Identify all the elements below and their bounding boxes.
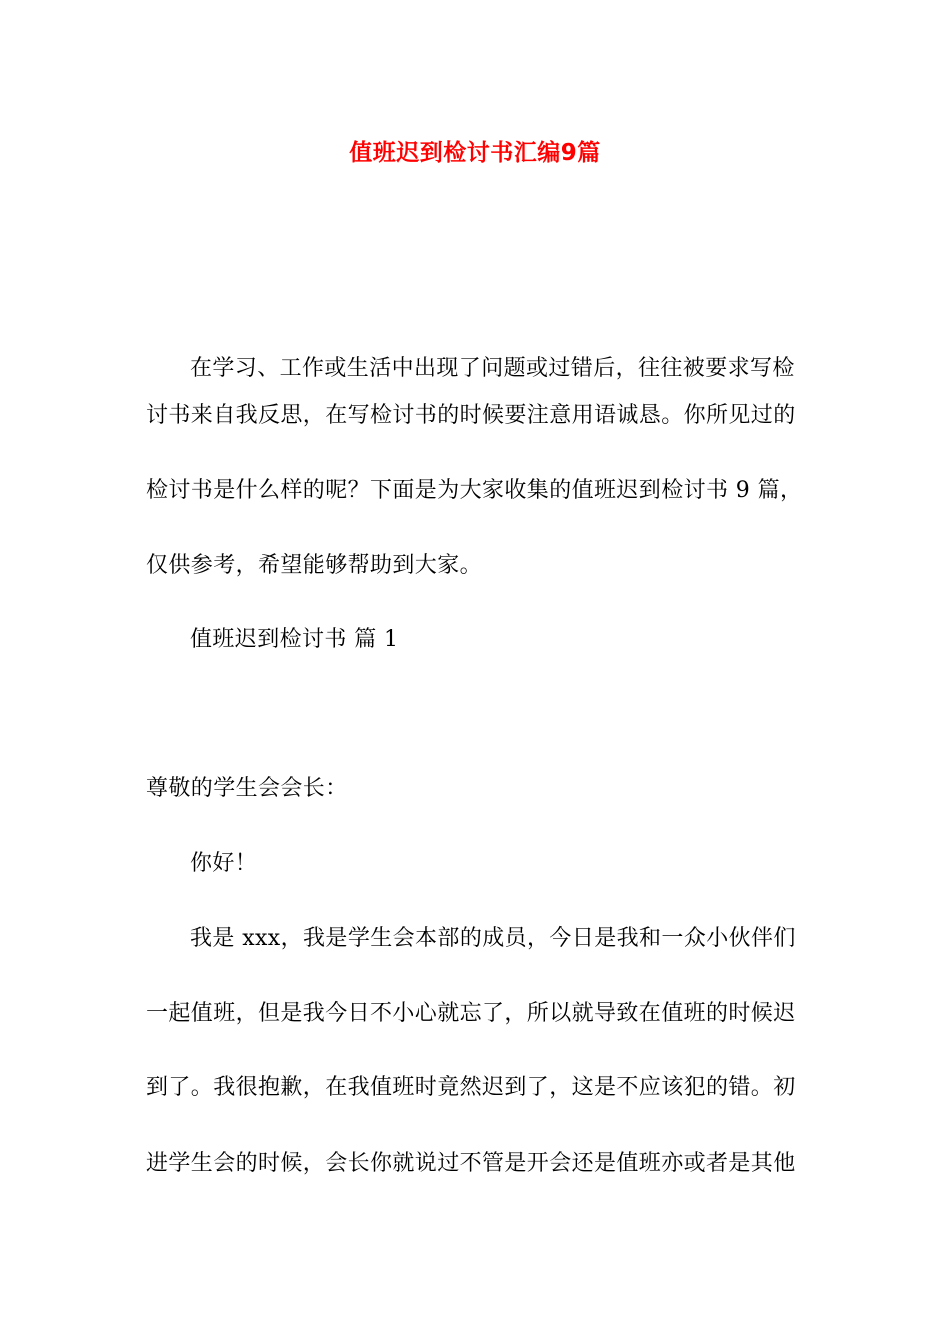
body-line-4: 进学生会的时候，会长你就说过不管是开会还是值班亦或者是其他 <box>146 1151 796 1176</box>
body-line-3: 到了。我很抱歉，在我值班时竟然迟到了，这是不应该犯的错。初 <box>146 1075 796 1100</box>
body-line-1: 我是 xxx，我是学生会本部的成员，今日是我和一众小伙伴们 <box>190 926 796 951</box>
intro-line-4: 仅供参考，希望能够帮助到大家。 <box>146 553 483 578</box>
intro-line-3: 检讨书是什么样的呢？下面是为大家收集的值班迟到检讨书 9 篇， <box>146 478 803 503</box>
body-line-2: 一起值班，但是我今日不小心就忘了，所以就导致在值班的时候迟 <box>146 1001 796 1026</box>
intro-line-1: 在学习、工作或生活中出现了问题或过错后，往往被要求写检 <box>190 356 795 381</box>
salutation: 尊敬的学生会会长： <box>146 776 348 801</box>
greeting: 你好！ <box>190 851 258 876</box>
intro-line-2: 讨书来自我反思，在写检讨书的时候要注意用语诚恳。你所见过的 <box>146 403 796 428</box>
section-heading: 值班迟到检讨书 篇 1 <box>190 627 399 652</box>
document-title: 值班迟到检讨书汇编9篇 <box>349 140 601 166</box>
